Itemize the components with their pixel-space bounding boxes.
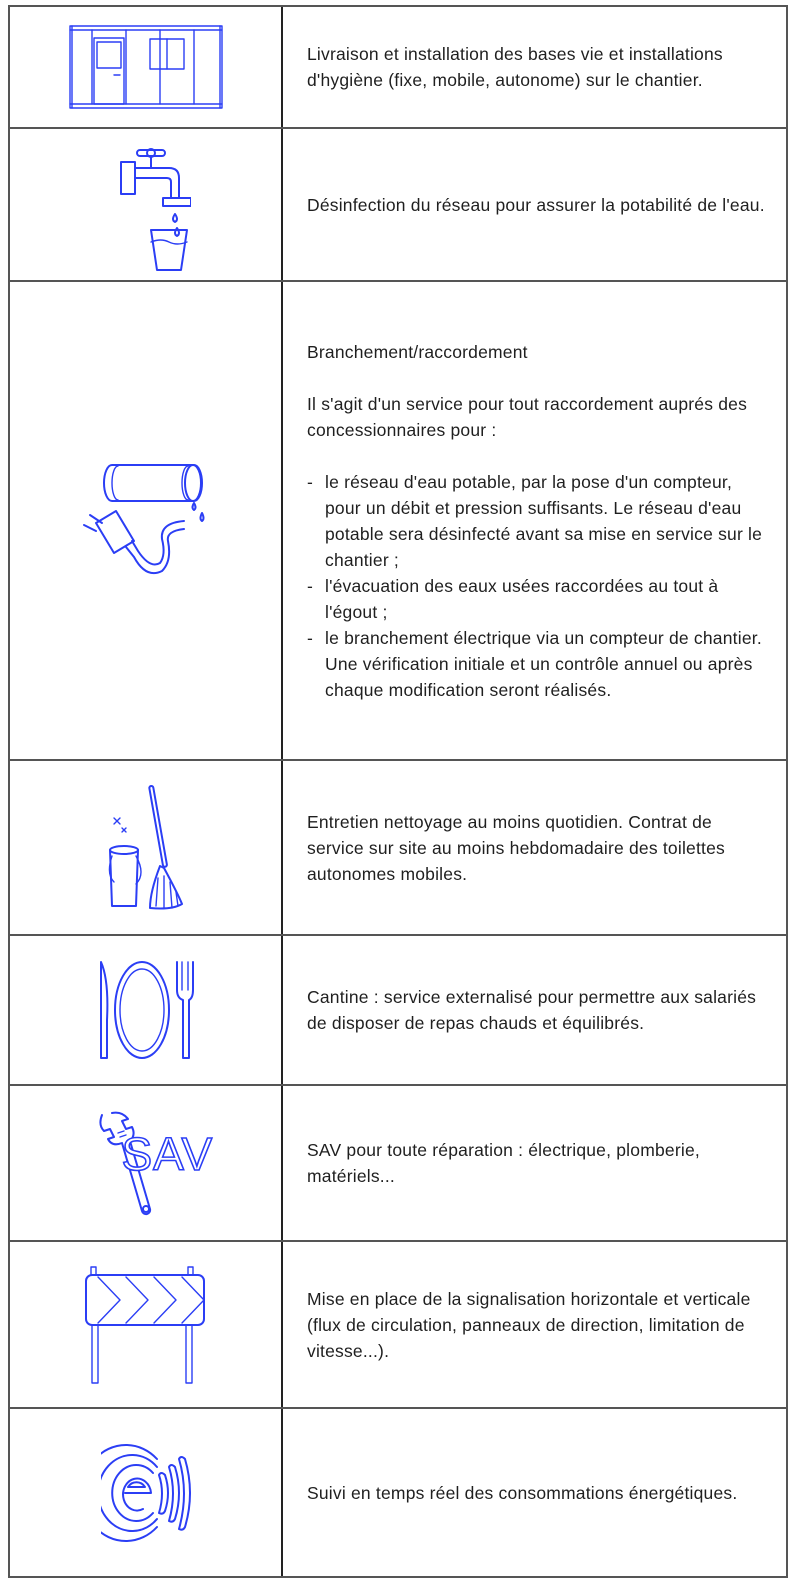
bullet-text: le réseau d'eau potable, par la pose d'un compteur, pour un débit et pression suffisants. Le réseau d'eau potable sera désinfecté avant sa mise en service sur le chantier ; (325, 471, 763, 570)
table-row (10, 127, 786, 280)
bullet-marker: - (307, 627, 314, 648)
bullet-marker: - (307, 471, 314, 492)
energy-e-signal-icon (101, 1441, 191, 1545)
pipe-plug-icon (76, 461, 216, 581)
table-row (10, 934, 786, 1084)
text-cell (283, 7, 786, 127)
bullet-item (307, 573, 766, 625)
service-description: Mise en place de la signalisation horizontale et verticale (flux de circulation, panneaux de direction, limitation de vitesse...). (307, 1288, 751, 1361)
bullet-marker: - (307, 575, 314, 596)
icon-cell (10, 282, 283, 759)
table-row (10, 7, 786, 127)
services-table (8, 5, 788, 1578)
icon-cell (10, 1086, 283, 1240)
text-cell (283, 1242, 786, 1407)
service-description: Suivi en temps réel des consommations énergétiques. (307, 1482, 738, 1503)
text-cell (283, 1409, 786, 1576)
table-row (10, 280, 786, 759)
icon-cell (10, 1409, 283, 1576)
bullet-item (307, 469, 766, 573)
wrench-sav-icon (96, 1107, 214, 1219)
icon-cell (10, 129, 283, 280)
sav-label: SAV (121, 1128, 214, 1180)
plate-cutlery-icon (97, 960, 195, 1060)
text-cell (283, 129, 786, 280)
water-tap-glass-icon (101, 138, 191, 272)
bullet-text: l'évacuation des eaux usées raccordées au tout à l'égout ; (325, 575, 719, 622)
chevron-road-sign-icon (84, 1265, 208, 1385)
table-row (10, 1407, 786, 1576)
table-row (10, 1240, 786, 1407)
bucket-broom-icon (106, 784, 186, 912)
icon-cell (10, 936, 283, 1084)
text-cell (283, 282, 786, 759)
table-row (10, 759, 786, 934)
icon-cell (10, 761, 283, 934)
service-title: Branchement/raccordement (307, 341, 528, 362)
bullet-text: le branchement électrique via un compteur de chantier. Une vérification initiale et un contrôle annuel ou après chaque modification seront réalisés. (325, 627, 762, 700)
text-cell (283, 761, 786, 934)
service-description: Cantine : service externalisé pour permettre aux salariés de disposer de repas chauds et équilibrés. (307, 987, 757, 1033)
service-description: Désinfection du réseau pour assurer la potabilité de l'eau. (307, 194, 765, 215)
modular-cabin-icon (68, 24, 224, 110)
icon-cell (10, 1242, 283, 1407)
table-row (10, 1084, 786, 1240)
service-description: Livraison et installation des bases vie et installations d'hygiène (fixe, mobile, autonome) sur le chantier. (307, 44, 723, 90)
icon-cell (10, 7, 283, 127)
text-cell (283, 936, 786, 1084)
service-description: Entretien nettoyage au moins quotidien. Contrat de service sur site au moins hebdomadaire des toilettes autonomes mobiles. (307, 811, 725, 884)
service-intro: Il s'agit d'un service pour tout raccordement auprés des concessionnaires pour : (307, 393, 748, 440)
bullet-item (307, 625, 766, 703)
text-cell (283, 1086, 786, 1240)
service-description: SAV pour toute réparation : électrique, plomberie, matériels... (307, 1140, 700, 1186)
